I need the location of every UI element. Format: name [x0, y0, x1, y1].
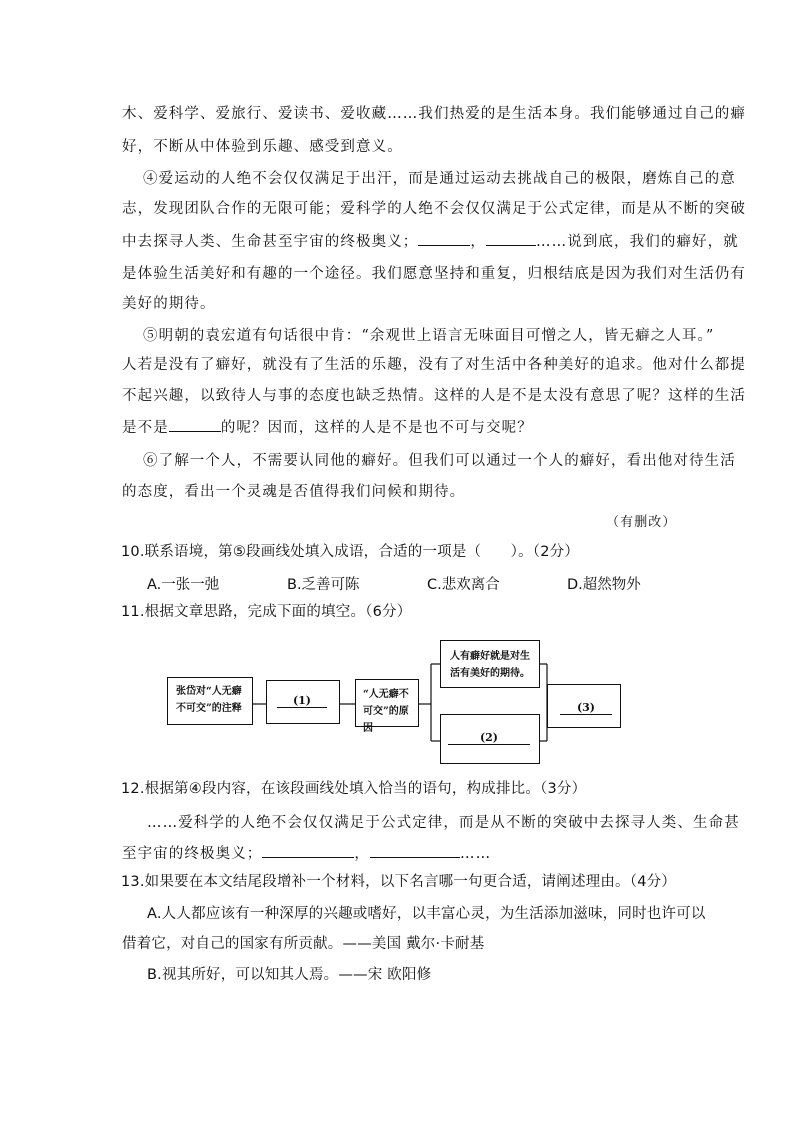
paragraph-5-line-2: 人若是没有了癖好，就没有了生活的乐趣，没有了对生活中各种美好的追求。他对什么都提 [122, 357, 746, 373]
paragraph-5-line-3: 不起兴趣，以致待人与事的态度也缺乏热情。这样的人是不是太没有意思了呢？这样的生活 [122, 388, 746, 404]
paragraph-4-line-1: ④爱运动的人绝不会仅仅满足于出汗，而是通过运动去挑战自己的极限，磨炼自己的意 [143, 171, 736, 187]
source-note: （有删改） [606, 515, 677, 530]
answer-blank-1 [262, 843, 354, 858]
paragraph-6-line-2: 的态度，看出一个灵魂是否值得我们问候和期待。 [122, 484, 466, 500]
box-hobby-expectation-line-2: 活有美好的期待。 [450, 668, 530, 679]
question-10-stem: 10.联系语境，第⑤段画线处填入成语，合适的一项是（ ）。（2分） [121, 544, 580, 560]
q10-option-d: D.超然物外 [567, 577, 641, 593]
paragraph-6-line-1: ⑥了解一个人，不需要认同他的癖好。但我们可以通过一个人的癖好，看出他对待生活 [143, 453, 736, 469]
q12-context-line-2 [122, 843, 491, 864]
paragraph-4-line-3-tail: ……说到底，我们的癖好，就 [536, 234, 739, 250]
paragraph-5-line-4-head: 是不是 [122, 420, 169, 436]
paragraph-4-line-5: 美好的期待。 [122, 296, 216, 312]
passage-line-2: 好，不断从中体验到乐趣、感受到意义。 [122, 139, 403, 155]
question-13-stem: 13.如果要在本文结尾段增补一个材料，以下名言哪一句更合适，请阐述理由。（4分） [121, 874, 677, 890]
passage-line-1: 木、爱科学、爱旅行、爱读书、爱收藏……我们热爱的是生活本身。我们能够通过自己的癖 [122, 106, 746, 122]
box-hobby-expectation [440, 640, 540, 688]
box-hobby-expectation-line-1: 人有癖好就是对生 [450, 651, 530, 662]
box-reason-line-2: 可交”的原因 [363, 706, 409, 734]
box-reason [355, 679, 419, 734]
q13-option-a-line-2: 借着它，对自己的国家有所贡献。——美国 戴尔·卡耐基 [122, 936, 485, 952]
paragraph-5-line-4-tail: 的呢？因而，这样的人是不是也不可与交呢？ [220, 420, 533, 436]
question-12-stem: 12.根据第④段内容，在该段画线处填入恰当的语句，构成排比。（3分） [121, 781, 587, 797]
q10-option-a: A.一张一弛 [147, 577, 220, 593]
answer-slot-1: (1) [277, 694, 327, 708]
separator: ， [470, 234, 487, 250]
answer-slot-3: (3) [560, 701, 612, 715]
box-zhangdai-note-line-1: 张岱对“人无癖 [176, 686, 242, 697]
q13-option-b: B.视其所好，可以知其人焉。——宋 欧阳修 [147, 967, 432, 983]
answer-blank-2 [370, 843, 460, 858]
question-11-stem: 11.根据文章思路，完成下面的填空。（6分） [121, 604, 412, 620]
separator: ， [354, 846, 371, 862]
paragraph-4-line-2: 志，发现团队合作的无限可能；爱科学的人绝不会仅仅满足于公式定律，而是从不断的突破 [122, 201, 746, 217]
box-zhangdai-note [167, 677, 253, 725]
q12-context-line-1: ……爱科学的人绝不会仅仅满足于公式定律，而是从不断的突破中去探寻人类、生命甚 [147, 815, 740, 831]
box-reason-line-1: “人无癖不 [363, 689, 409, 700]
q10-option-c: C.悲欢离合 [427, 577, 500, 593]
ellipsis: …… [460, 846, 492, 862]
box-zhangdai-note-line-2: 不可交”的注释 [176, 703, 242, 714]
paragraph-4-line-4: 是体验生活美好和有趣的一个途径。我们愿意坚持和重复，归根结底是因为我们对生活仍有 [122, 266, 746, 282]
q12-context-line-2-text: 至宇宙的终极奥义； [122, 846, 263, 862]
answer-slot-2: (2) [448, 731, 530, 745]
paragraph-4-line-3-text: 中去探寻人类、生命甚至宇宙的终极奥义； [122, 234, 419, 250]
q13-option-a-line-1: A.人人都应该有一种深厚的兴趣或嗜好，以丰富心灵，为生活添加滋味，同时也许可以 [147, 906, 706, 922]
q10-option-b: B.乏善可陈 [287, 577, 360, 593]
paragraph-5-line-1: ⑤明朝的袁宏道有句话很中肯：“余观世上语言无味面目可憎之人，皆无癖之人耳。” [143, 328, 715, 344]
